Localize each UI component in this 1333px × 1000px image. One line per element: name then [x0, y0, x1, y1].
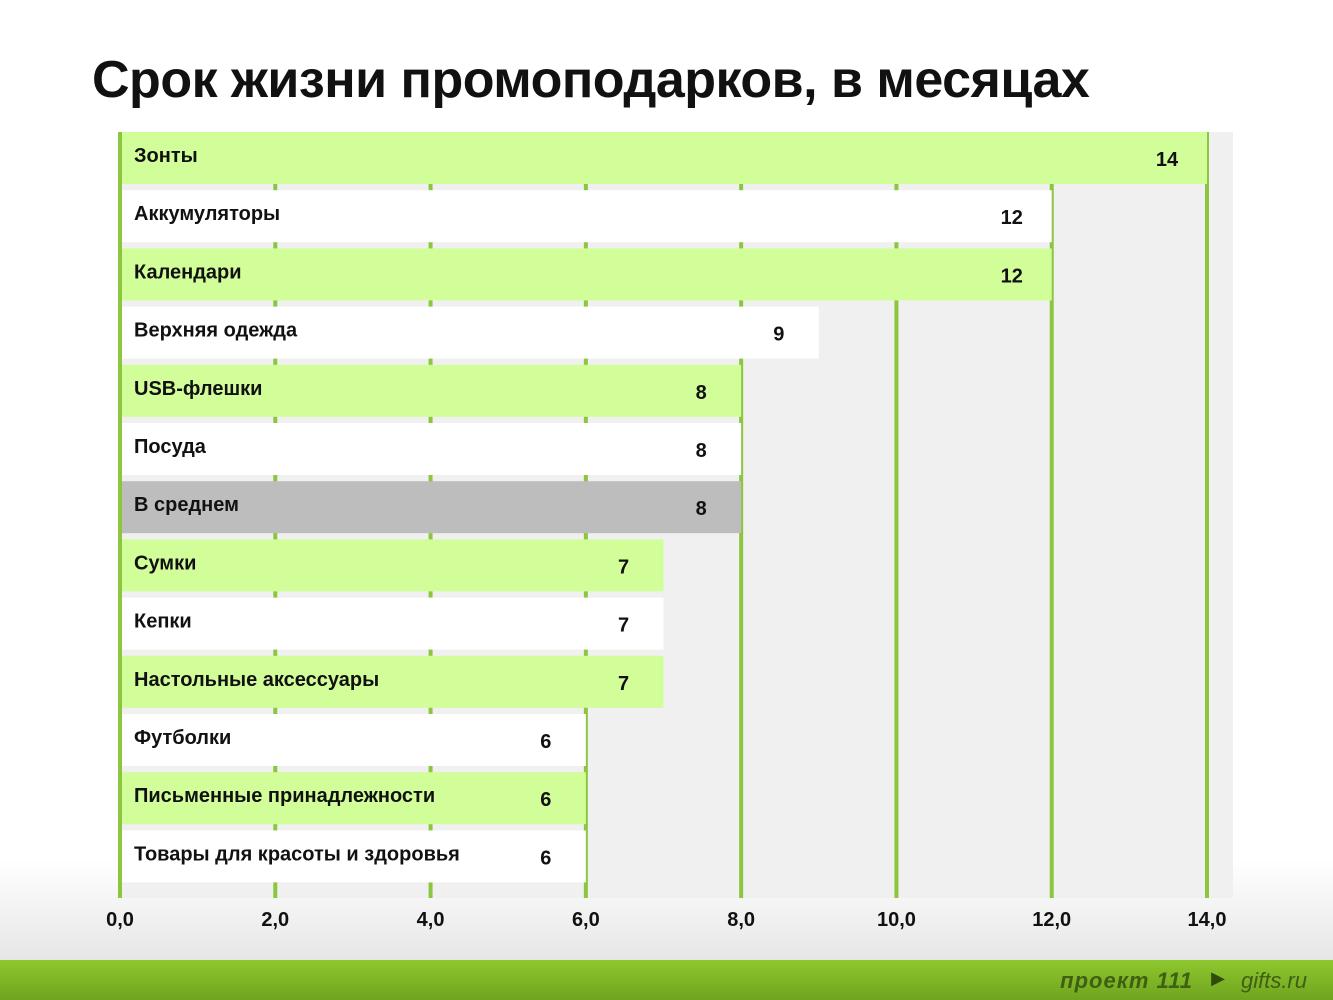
category-label: Письменные принадлежности [134, 785, 436, 808]
category-label: Кепки [134, 610, 192, 633]
value-label: 6 [540, 847, 552, 870]
bar [120, 598, 664, 650]
x-tick-label: 2,0 [261, 909, 290, 931]
value-label: 7 [617, 556, 630, 579]
category-label: Сумки [134, 552, 197, 575]
value-label: 8 [695, 498, 707, 521]
value-label: 6 [540, 789, 552, 812]
x-tick-label: 0,0 [106, 909, 134, 931]
category-label: Настольные аксессуары [134, 668, 380, 691]
x-tick-label: 8,0 [727, 909, 756, 931]
value-label: 7 [617, 614, 630, 637]
category-label: Посуда [134, 436, 206, 458]
x-tick-label: 10,0 [876, 909, 916, 931]
bar [120, 132, 1207, 184]
x-tick-label: 12,0 [1032, 909, 1072, 931]
bar [120, 539, 664, 591]
value-label: 8 [695, 381, 707, 404]
footer-bar [0, 960, 1333, 1000]
category-label: USB-флешки [134, 377, 263, 400]
brand-logo[interactable]: проект 111 [1060, 968, 1193, 993]
chart-title: Срок жизни промоподарков, в месяцах [92, 51, 1090, 109]
x-tick-label: 14,0 [1187, 909, 1227, 931]
bar [120, 423, 741, 475]
category-label: Товары для красоты и здоровья [134, 843, 460, 866]
value-label: 14 [1155, 149, 1179, 171]
category-label: В среднем [134, 494, 239, 517]
category-label: Верхняя одежда [134, 319, 298, 342]
value-label: 6 [540, 731, 552, 753]
bar [120, 248, 1052, 300]
category-label: Аккумуляторы [134, 203, 281, 226]
x-tick-label: 6,0 [571, 909, 600, 931]
value-label: 12 [1000, 207, 1023, 230]
value-label: 9 [773, 323, 785, 346]
x-tick-label: 4,0 [416, 909, 445, 931]
value-label: 12 [1000, 265, 1023, 288]
chevron-right-icon: ▶ [1211, 968, 1225, 989]
site-link[interactable]: gifts.ru [1240, 968, 1307, 993]
category-label: Футболки [134, 727, 232, 749]
category-label: Календари [134, 261, 242, 284]
category-label: Зонты [134, 145, 198, 167]
value-label: 7 [617, 672, 630, 695]
value-label: 8 [695, 440, 707, 462]
